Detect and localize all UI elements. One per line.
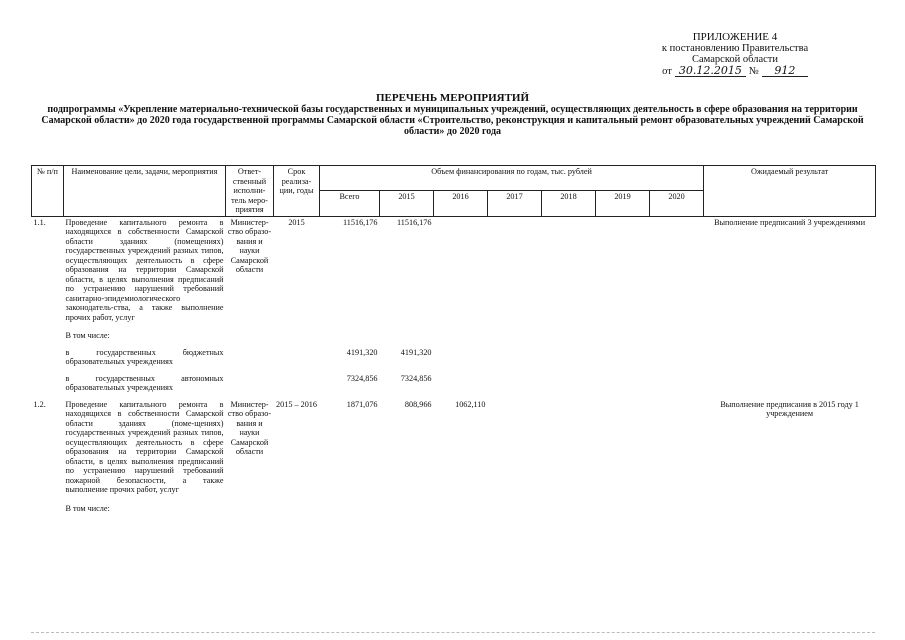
header-2019: 2019 <box>596 191 650 216</box>
header-executor: Ответ-ственный исполни-тель меро-приятия <box>226 166 274 217</box>
header-2015: 2015 <box>380 191 434 216</box>
row-2016 <box>434 216 488 323</box>
row-2015: 11516,176 <box>380 216 434 323</box>
row-term: 2015 – 2016 <box>276 399 317 409</box>
document-subtitle: подпрограммы «Укрепление материально-технической базы государственных и муниципальных учреждений, осуществляющих деятельность в сфере образования на территории Самарской области» до 2020 года государственной программы Самарской области «Строительство, реконструкция и капитальный ремонт образовательных учреждений Самарской области» до 2020 года <box>41 104 864 137</box>
header-2016: 2016 <box>434 191 488 216</box>
number-label: № <box>748 66 759 77</box>
scan-artifact-line <box>31 632 875 633</box>
decree-number: 912 <box>762 65 808 77</box>
row-executor: Министер-ство образо-вания и науки Самарской области <box>227 399 272 456</box>
row-num: 1.1. <box>32 216 64 323</box>
header-2020: 2020 <box>650 191 704 216</box>
row-total: 7324,856 <box>346 373 378 383</box>
table-row <box>32 216 876 323</box>
row-total: 1871,076 <box>346 399 378 409</box>
appendix-line-1: к постановлению Правительства <box>661 43 809 54</box>
row-total: 11516,176 <box>320 216 380 323</box>
appendix-line-2: Самарской области <box>692 54 778 65</box>
header-2018: 2018 <box>542 191 596 216</box>
header-total: Всего <box>320 191 380 216</box>
table-row <box>32 368 876 394</box>
row-name: Проведение капитального ремонта в находящихся в собственности Самарской области зданиях (поме-щениях) государственных учреждений разных типов, осуществляющих деятельность в сфере образования на территории Самарской области, в целях выполнения предписаний по устранению нарушений требований пожарной безопасности, а также выполнение прочих работ, услуг <box>65 399 224 494</box>
row-2015: 808,966 <box>404 399 432 409</box>
row-result: Выполнение предписаний 3 учреждениями <box>704 216 876 323</box>
row-name: в государственных бюджетных образовательных учреждениях <box>65 347 224 366</box>
header-term: Срок реализа-ции, годы <box>274 166 320 217</box>
measures-table <box>31 165 876 514</box>
row-2015: 7324,856 <box>400 373 432 383</box>
header-name: Наименование цели, задачи, мероприятия <box>64 166 226 217</box>
header-num: № п/п <box>32 166 64 217</box>
row-name: В том числе: <box>65 331 110 340</box>
decree-line <box>620 65 850 77</box>
table-row <box>32 323 876 342</box>
appendix-title: ПРИЛОЖЕНИЕ 4 <box>692 31 778 43</box>
table-row <box>32 394 876 496</box>
decree-date: 30.12.2015 <box>675 65 746 77</box>
table-row <box>32 342 876 368</box>
header-2017: 2017 <box>488 191 542 216</box>
row-name: В том числе: <box>65 503 110 513</box>
row-term: 2015 <box>274 216 320 323</box>
appendix-block <box>620 32 850 77</box>
table-row <box>32 496 876 515</box>
row-name: Проведение капитального ремонта в находящихся в собственности Самарской области зданиях (помещениях) государственных учреждений разных типов, осуществляющих деятельность в сфере образования на территории Самарской области, в целях выполнения предписаний по устранению нарушений требований санитарно-эпидемиологического законодатель-ства, а также выполнение прочих работ, услуг <box>65 217 224 322</box>
from-label: от <box>662 66 672 77</box>
row-2016: 1062,110 <box>455 399 486 409</box>
row-result: Выполнение предписания в 2015 году 1 учреждением <box>720 399 859 418</box>
row-num: 1.2. <box>33 399 46 409</box>
document-title: ПЕРЕЧЕНЬ МЕРОПРИЯТИЙ <box>375 92 530 104</box>
header-result: Ожидаемый результат <box>704 166 876 217</box>
row-name: в государственных автономных образовательных учреждениях <box>65 373 224 392</box>
header-funding: Объем финансирования по годам, тыс. рублей <box>320 166 704 191</box>
row-total: 4191,320 <box>346 347 378 357</box>
row-executor: Министер-ство образо-вания и науки Самарской области <box>226 216 274 323</box>
row-2015: 4191,320 <box>400 347 432 357</box>
